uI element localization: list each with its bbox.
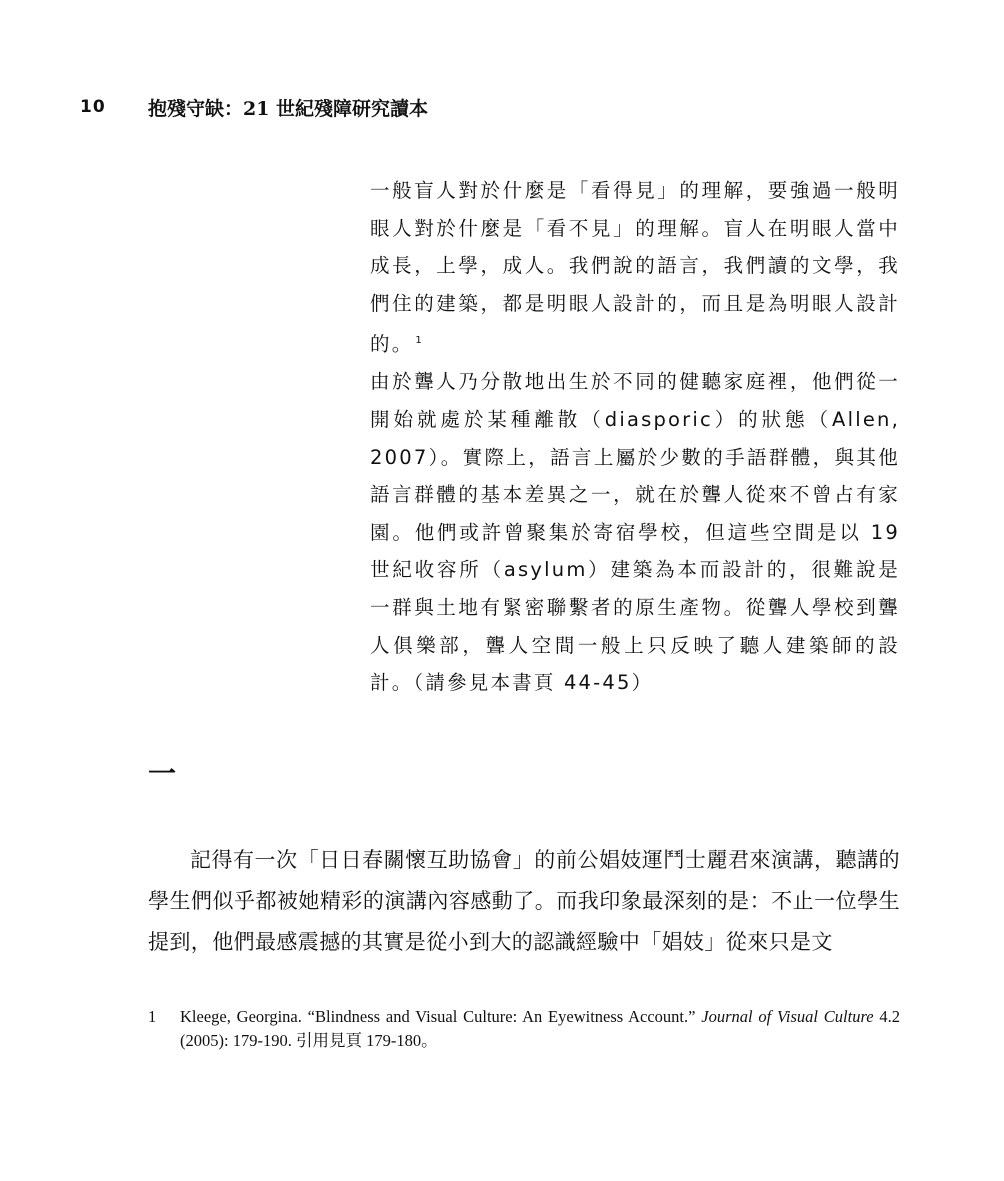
footnote-reference[interactable]: 1	[415, 335, 422, 347]
block-quote	[370, 172, 900, 702]
page-number: 10	[80, 97, 106, 117]
footnote-citation-start: Kleege, Georgina. “Blindness and Visual Culture: An Eyewitness Account.”	[180, 1007, 702, 1026]
quote-paragraph: 由於聾人乃分散地出生於不同的健聽家庭裡，他們從一開始就處於某種離散（diasporic）的狀態（Allen, 2007）。實際上，語言上屬於少數的手語群體，與其他語言群體的基本差異之一，就在於聾人從來不曾占有家園。他們或許曾聚集於寄宿學校，但這些空間是以 19 世紀收容所（asylum）建築為本而設計的，很難說是一群與土地有緊密聯繫者的原生產物。從聾人學校到聾人俱樂部，聾人空間一般上只反映了聽人建築師的設計。（請參見本書頁 44-45）	[370, 370, 900, 695]
footnote-number: 1	[148, 1007, 157, 1026]
quote-paragraph	[370, 172, 900, 363]
section-heading: 一	[148, 757, 177, 790]
footnote	[148, 1005, 900, 1053]
body-text	[148, 840, 900, 963]
footnote-citation-end: 4.2 (2005): 179-190. 引用見頁 179-180。	[180, 1007, 901, 1050]
footnote-journal-title: Journal of Visual Culture	[701, 1007, 874, 1026]
running-header-title: 抱殘守缺：21 世紀殘障研究讀本	[148, 98, 429, 120]
quote-paragraph-text: 一般盲人對於什麼是「看得見」的理解，要強過一般明眼人對於什麼是「看不見」的理解。盲人在明眼人當中成長，上學，成人。我們說的語言，我們讀的文學，我們住的建築，都是明眼人設計的，而且是為明眼人設計的。	[370, 179, 900, 356]
body-paragraph: 記得有一次「日日春關懷互助協會」的前公娼妓運鬥士麗君來演講，聽講的學生們似乎都被她精彩的演講內容感動了。而我印象最深刻的是：不止一位學生提到，他們最感震撼的其實是從小到大的認識經驗中「娼妓」從來只是文	[148, 848, 900, 954]
footnote-text	[180, 1005, 900, 1053]
